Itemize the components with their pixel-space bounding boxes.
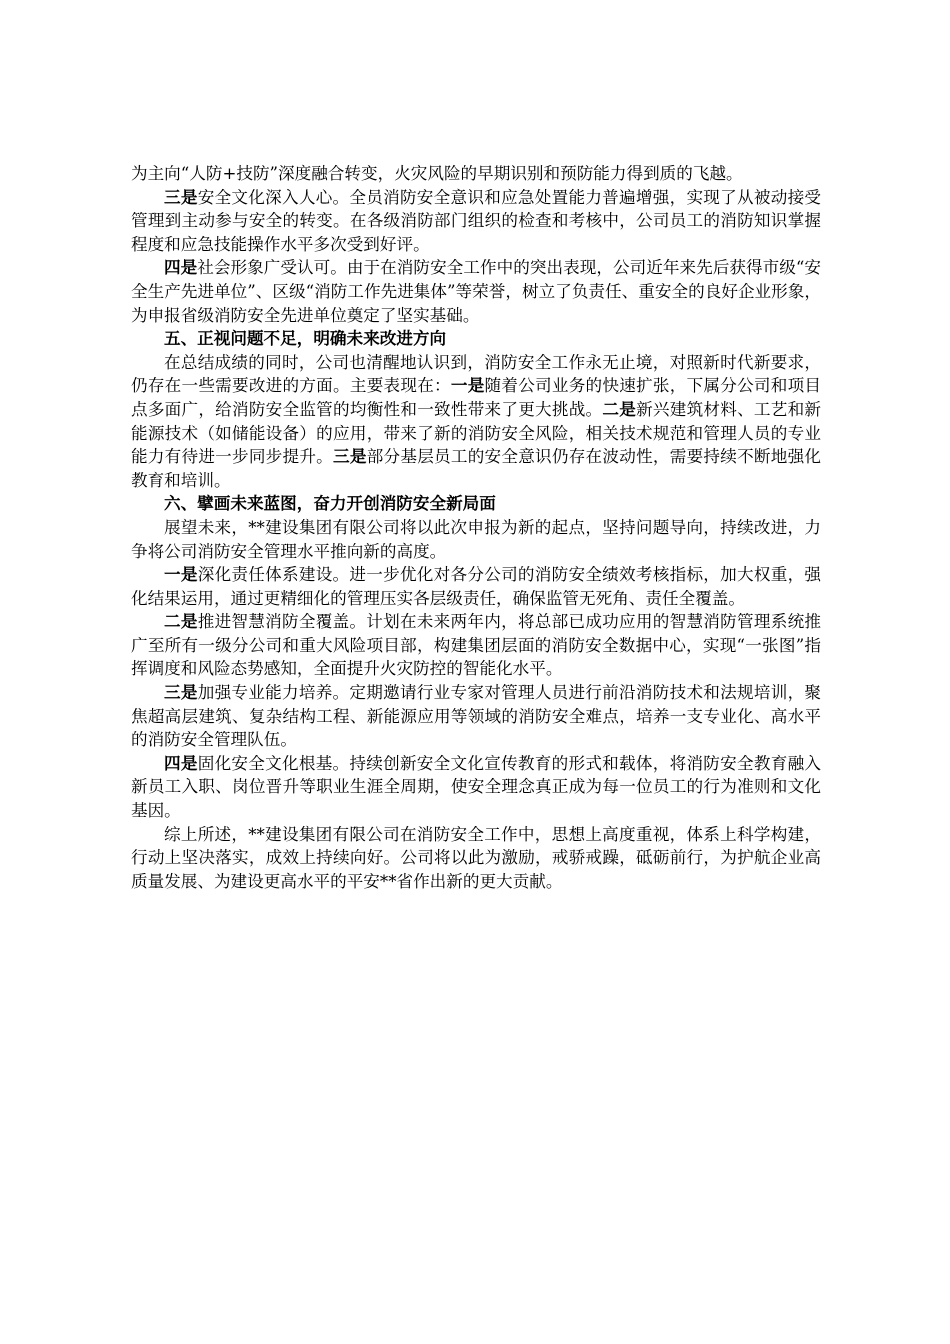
bold-lead-text: 三是 <box>164 186 198 207</box>
body-paragraph <box>131 823 821 894</box>
body-paragraph <box>131 516 821 563</box>
bold-lead-text: 一是 <box>164 564 198 585</box>
document-body <box>131 162 821 893</box>
body-paragraph <box>131 681 821 752</box>
bold-lead-text: 四是 <box>164 752 198 773</box>
paragraph-text: 新兴建筑材料、工艺和新能源技术（如储能设备）的应用，带来了新的消防安全风险，相关技术规范和管理人员的专业能力有待进一步同步提升。 <box>131 399 822 467</box>
paragraph-text: 随着公司业务的快速扩张，下属分公司和项目点多面广，给消防安全监管的均衡性和一致性带来了更大挑战。 <box>131 376 822 419</box>
body-paragraph <box>131 256 821 327</box>
body-paragraph <box>131 162 821 186</box>
bold-lead-text: 一是 <box>450 375 485 396</box>
body-paragraph <box>131 563 821 610</box>
bold-lead-text: 六、擘画未来蓝图，奋力开创消防安全新局面 <box>164 493 496 514</box>
bold-lead-text: 二是 <box>164 611 198 632</box>
paragraph-text: 加强专业能力培养。定期邀请行业专家对管理人员进行前沿消防技术和法规培训，聚焦超高层建筑、复杂结构工程、新能源应用等领域的消防安全难点，培养一支专业化、高水平的消防安全管理队伍。 <box>131 683 822 750</box>
bold-lead-text: 五、正视问题不足，明确未来改进方向 <box>164 328 447 349</box>
paragraph-text: 在总结成绩的同时，公司也清醒地认识到，消防安全工作永无止境，对照新时代新要求，仍存在一些需要改进的方面。主要表现在： <box>131 352 821 396</box>
body-paragraph <box>131 610 821 681</box>
bold-lead-text: 三是 <box>333 446 367 467</box>
section-heading <box>131 492 821 516</box>
bold-lead-text: 三是 <box>164 682 198 703</box>
paragraph-text: 部分基层员工的安全意识仍存在波动性，需要持续不断地强化教育和培训。 <box>131 447 822 490</box>
paragraph-text: 展望未来，**建设集团有限公司将以此次申报为新的起点，坚持问题导向，持续改进，力争将公司消防安全管理水平推向新的高度。 <box>131 517 821 561</box>
section-heading <box>131 327 821 351</box>
bold-lead-text: 四是 <box>164 257 198 278</box>
paragraph-text: 安全文化深入人心。全员消防安全意识和应急处置能力普遍增强，实现了从被动接受管理到主动参与安全的转变。在各级消防部门组织的检查和考核中，公司员工的消防知识掌握程度和应急技能操作水平多次受到好评。 <box>131 187 822 254</box>
bold-lead-text: 二是 <box>602 398 637 419</box>
paragraph-text: 社会形象广受认可。由于在消防安全工作中的突出表现，公司近年来先后获得市级“安全生产先进单位”、区级“消防工作先进集体”等荣誉，树立了负责任、重安全的良好企业形象，为申报省级消防安全先进单位奠定了坚实基础。 <box>131 258 822 325</box>
body-paragraph <box>131 752 821 823</box>
paragraph-text: 综上所述，**建设集团有限公司在消防安全工作中，思想上高度重视，体系上科学构建，行动上坚决落实，成效上持续向好。公司将以此为激励，戒骄戒躁，砥砺前行，为护航企业高质量发展、为建设更高水平的平安**省作出新的更大贡献。 <box>131 824 821 891</box>
paragraph-text: 为主向“人防+技防”深度融合转变，火灾风险的早期识别和预防能力得到质的飞越。 <box>131 164 743 183</box>
paragraph-text: 固化安全文化根基。持续创新安全文化宣传教育的形式和载体，将消防安全教育融入新员工入职、岗位晋升等职业生涯全周期，使安全理念真正成为每一位员工的行为准则和文化基因。 <box>131 753 822 821</box>
document-page <box>131 162 821 893</box>
paragraph-text: 深化责任体系建设。进一步优化对各分公司的消防安全绩效考核指标，加大权重，强化结果运用，通过更精细化的管理压实各层级责任，确保监管无死角、责任全覆盖。 <box>131 565 822 608</box>
paragraph-text: 推进智慧消防全覆盖。计划在未来两年内，将总部已成功应用的智慧消防管理系统推广至所有一级分公司和重大风险项目部，构建集团层面的消防安全数据中心，实现“一张图”指挥调度和风险态势感知，全面提升火灾防控的智能化水平。 <box>131 612 822 679</box>
body-paragraph <box>131 186 821 257</box>
body-paragraph <box>131 351 821 493</box>
